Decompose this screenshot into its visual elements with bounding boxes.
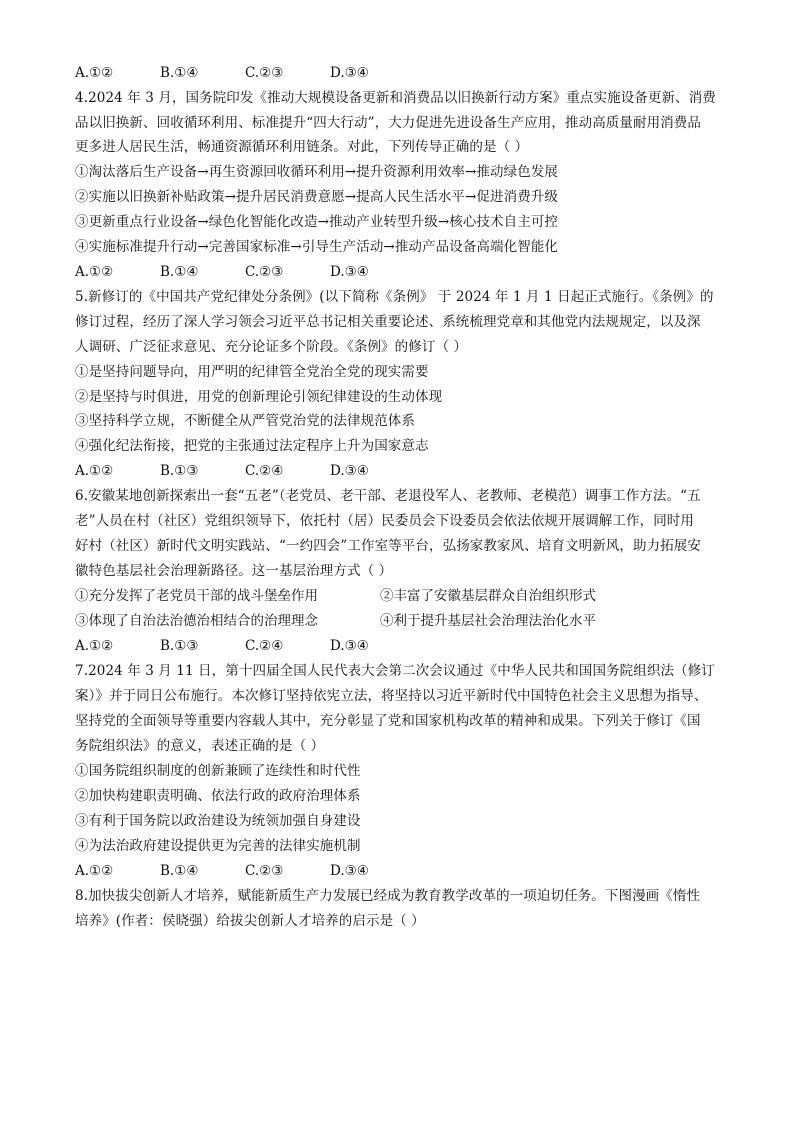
- q4-option-d: D.③④: [330, 264, 369, 280]
- q8-stem-line-1: 8.加快拔尖创新人才培养，赋能新质生产力发展已经成为教育教学改革的一项迫切任务。下图漫画《惰性: [75, 888, 701, 904]
- q4-options: [75, 263, 415, 281]
- q3-option-d: D.③④: [330, 65, 369, 81]
- q7-option-b: B.①④: [160, 863, 199, 879]
- q4-item-4: ④实施标准提升行动→完善国家标准→引导生产活动→推动产品设备高端化智能化: [75, 239, 559, 255]
- q4-option-b: B.①④: [160, 264, 199, 280]
- q7-item-1: ①国务院组织制度的创新兼顾了连续性和时代性: [75, 763, 361, 779]
- q3-option-c: C.②③: [245, 65, 284, 81]
- q3-option-b: B.①④: [160, 65, 199, 81]
- q7-stem-line-4: 务院组织法》的意义，表述正确的是（ ）: [75, 738, 325, 754]
- q4-option-a: A.①②: [75, 264, 114, 280]
- q7-option-c: C.②③: [245, 863, 284, 879]
- q5-item-4: ④强化纪法衔接，把党的主张通过法定程序上升为国家意志: [75, 438, 429, 454]
- q7-item-3: ③有利于国务院以政治建设为统领加强自身建设: [75, 813, 361, 829]
- q7-options: [75, 862, 415, 880]
- q4-stem-line-3: 更多进人居民生活，畅通资源循环利用链条。对此，下列传导正确的是（ ）: [75, 139, 529, 155]
- q7-stem-line-1: 7.2024 年 3 月 11 日，第十四届全国人民代表大会第二次会议通过《中华人民共和国国务院组织法（修订: [75, 663, 715, 679]
- q6-option-d: D.③④: [330, 638, 369, 654]
- q5-option-d: D.③④: [330, 463, 369, 479]
- q6-stem-line-4: 徽特色基层社会治理新路径。这一基层治理方式（ ）: [75, 563, 393, 579]
- q7-item-4: ④为法治政府建设提供更为完善的法律实施机制: [75, 838, 361, 854]
- q3-options: [75, 64, 415, 82]
- q6-option-b: B.①③: [160, 638, 199, 654]
- q6-item-1: ①充分发挥了老党员干部的战斗堡垒作用: [75, 588, 318, 604]
- q4-option-c: C.②③: [245, 264, 284, 280]
- q5-item-1: ①是坚持问题导向，用严明的纪律管全党治全党的现实需要: [75, 364, 429, 380]
- q3-option-a: A.①②: [75, 65, 114, 81]
- q7-stem-line-3: 坚持党的全面领导等重要内容载人其中，充分彰显了党和国家机构改革的精神和成果。下列关于修订《国: [75, 713, 701, 729]
- q4-item-3: ③更新重点行业设备→绿色化智能化改造→推动产业转型升级→核心技术自主可控: [75, 214, 559, 230]
- q5-item-3: ③坚持科学立规，不断健全从严管党治党的法律规范体系: [75, 413, 415, 429]
- q6-items-row-2: [75, 612, 596, 630]
- q4-stem-line-1: 4.2024 年 3 月，国务院印发《推动大规模设备更新和消费品以旧换新行动方案》重点实施设备更新、消费: [75, 90, 716, 106]
- q7-stem-line-2: 案）》并于同日公布施行。本次修订坚持依宪立法，将坚持以习近平新时代中国特色社会主义思想为指导、: [75, 688, 708, 704]
- q5-stem-line-2: 修订过程，经历了深人学习领会习近平总书记相关重要论述、系统梳理党章和其他党内法规规定，以及深: [75, 314, 701, 330]
- q6-stem-line-1: 6.安徽某地创新探索出一套“五老”（老党员、老干部、老退役军人、老教师、老模范）调事工作方法。“五: [75, 488, 701, 504]
- q6-item-2: ②丰富了安徽基层群众自治组织形式: [380, 588, 596, 604]
- q5-option-b: B.①③: [160, 463, 199, 479]
- q5-option-a: A.①②: [75, 463, 114, 479]
- q7-option-a: A.①②: [75, 863, 114, 879]
- q5-options: [75, 462, 415, 480]
- q6-stem-line-2: 老”人员在村（社区）党组织领导下，依托村（居）民委员会下设委员会依法依规开展调解工作，同时用: [75, 513, 694, 529]
- q7-item-2: ②加快构建职责明确、依法行政的政府治理体系: [75, 788, 361, 804]
- q6-item-4: ④利于提升基层社会治理法治化水平: [380, 613, 596, 629]
- q5-stem-line-1: 5.新修订的《中国共产党纪律处分条例》(以下简称《条例》 于 2024 年 1 月 1 日起正式施行。《条例》的: [75, 289, 714, 305]
- q4-item-2: ②实施以旧换新补贴政策→提升居民消费意愿→提高人民生活水平→促进消费升级: [75, 189, 559, 205]
- q6-items-row-1: [75, 587, 596, 605]
- q4-item-1: ①淘汰落后生产设备→再生资源回收循环利用→提升资源利用效率→推动绿色发展: [75, 164, 559, 180]
- q6-option-a: A.①②: [75, 638, 114, 654]
- q7-option-d: D.③④: [330, 863, 369, 879]
- q6-item-3: ③体现了自治法治德治相结合的治理理念: [75, 613, 318, 629]
- q6-stem-line-3: 好村（社区）新时代文明实践站、“一约四会”工作室等平台，弘扬家教家风、培育文明新风，助力拓展安: [75, 538, 702, 554]
- q5-option-c: C.②④: [245, 463, 284, 479]
- q5-stem-line-3: 人调研、广泛征求意见、充分论证多个阶段。《条例》的修订（ ）: [75, 339, 468, 355]
- q5-item-2: ②是坚持与时俱进，用党的创新理论引领纪律建设的生动体现: [75, 389, 443, 405]
- q8-stem-line-2: 培养》(作者：侯晓强）给拔尖创新人才培养的启示是（ ）: [75, 913, 425, 929]
- q6-options: [75, 637, 415, 655]
- q6-option-c: C.②④: [245, 638, 284, 654]
- q4-stem-line-2: 品以旧换新、回收循环利用、标准提升“四大行动”，大力促进先进设备生产应用，推动高质量耐用消费品: [75, 115, 702, 131]
